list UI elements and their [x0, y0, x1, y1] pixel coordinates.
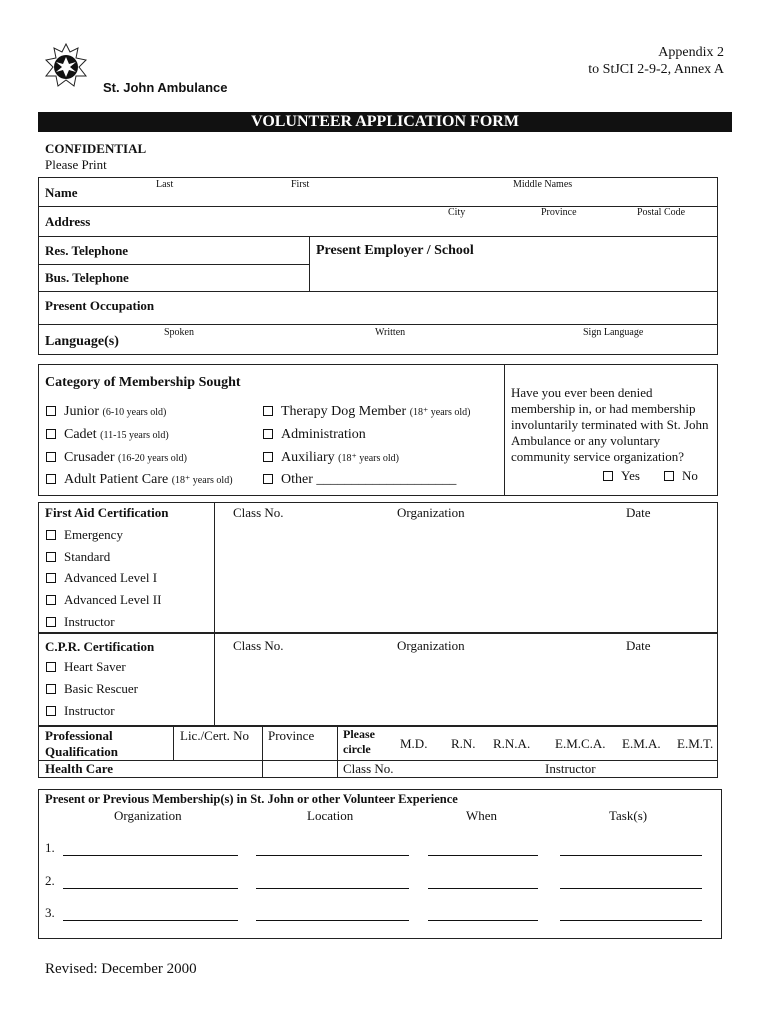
row-1-tasks[interactable] — [560, 855, 702, 856]
row-number: 2. — [45, 873, 55, 888]
row-2-location[interactable] — [256, 888, 409, 889]
qual-ema[interactable]: E.M.A. — [622, 736, 661, 751]
health-care-class-label: Class No. — [343, 761, 394, 776]
cpr-basic-rescuer[interactable]: Basic Rescuer — [46, 681, 138, 697]
cpr-heading: C.P.R. Certification — [45, 639, 155, 654]
checkbox-icon — [46, 406, 56, 416]
denied-yes-option[interactable]: Yes — [603, 468, 640, 484]
row-number: 3. — [45, 905, 55, 920]
checkbox-icon — [46, 706, 56, 716]
appendix-line-1: Appendix 2 — [658, 45, 724, 60]
province-label: Province — [541, 207, 577, 218]
first-aid-heading: First Aid Certification — [45, 505, 169, 520]
first-aid-standard[interactable]: Standard — [46, 549, 110, 565]
first-aid-emergency[interactable]: Emergency — [46, 527, 123, 543]
experience-heading: Present or Previous Membership(s) in St. John or other Volunteer Experience — [45, 792, 458, 806]
col-tasks: Task(s) — [609, 808, 648, 823]
first-aid-advanced-2[interactable]: Advanced Level II — [46, 592, 161, 608]
first-aid-section — [38, 502, 718, 633]
option-therapy-dog[interactable]: Therapy Dog Member (18⁺ years old) — [263, 404, 471, 420]
health-care-instructor-label: Instructor — [545, 761, 596, 776]
checkbox-icon — [46, 662, 56, 672]
professional-heading-2: Qualification — [45, 744, 118, 759]
option-auxiliary[interactable]: Auxiliary (18⁺ years old) — [263, 450, 399, 466]
logo — [44, 42, 88, 94]
row-3-organization[interactable] — [63, 920, 238, 921]
first-aid-instructor[interactable]: Instructor — [46, 614, 115, 630]
checkbox-icon — [263, 474, 273, 484]
org-name: St. John Ambulance — [103, 80, 228, 95]
lic-cert-label: Lic./Cert. No — [180, 728, 249, 743]
confidential-label: CONFIDENTIAL — [45, 141, 147, 156]
title-bar — [38, 112, 732, 132]
st-john-cross-logo-icon — [44, 42, 88, 94]
written-label: Written — [375, 327, 406, 338]
address-label: Address — [45, 214, 91, 229]
row-3-tasks[interactable] — [560, 920, 702, 921]
occupation-label: Present Occupation — [45, 298, 155, 313]
city-label: City — [448, 207, 466, 218]
checkbox-icon — [46, 429, 56, 439]
checkbox-icon — [263, 429, 273, 439]
occupation-input[interactable] — [175, 298, 710, 314]
checkbox-icon — [46, 474, 56, 484]
first-name-label: First — [291, 179, 310, 190]
row-2-when[interactable] — [428, 888, 538, 889]
postal-code-label: Postal Code — [637, 207, 686, 218]
cpr-instructor[interactable]: Instructor — [46, 703, 115, 719]
qual-md[interactable]: M.D. — [400, 736, 428, 751]
checkbox-icon — [664, 471, 674, 481]
please-circle-2: circle — [343, 742, 371, 756]
professional-heading-1: Professional — [45, 728, 113, 743]
name-label: Name — [45, 185, 78, 200]
row-number: 1. — [45, 840, 55, 855]
row-1-when[interactable] — [428, 855, 538, 856]
province-label: Province — [268, 728, 315, 743]
res-telephone-input[interactable] — [150, 243, 300, 259]
checkbox-icon — [603, 471, 613, 481]
res-telephone-label: Res. Telephone — [45, 243, 129, 258]
please-circle-1: Please — [343, 727, 375, 741]
sign-language-label: Sign Language — [583, 327, 644, 338]
first-aid-class-label: Class No. — [233, 505, 284, 520]
row-2-organization[interactable] — [63, 888, 238, 889]
first-aid-date-label: Date — [626, 505, 651, 520]
option-cadet[interactable]: Cadet (11-15 years old) — [46, 427, 169, 443]
checkbox-icon — [46, 595, 56, 605]
qual-rna[interactable]: R.N.A. — [493, 736, 531, 751]
qual-emca[interactable]: E.M.C.A. — [555, 736, 606, 751]
row-1-location[interactable] — [256, 855, 409, 856]
col-location: Location — [307, 808, 354, 823]
row-3-location[interactable] — [256, 920, 409, 921]
membership-heading: Category of Membership Sought — [45, 375, 241, 390]
option-junior[interactable]: Junior (6-10 years old) — [46, 404, 166, 420]
name-input[interactable] — [100, 190, 710, 204]
form-title: VOLUNTEER APPLICATION FORM — [251, 113, 519, 130]
checkbox-icon — [46, 617, 56, 627]
option-administration[interactable]: Administration — [263, 427, 366, 443]
option-other[interactable]: Other ____________________ — [263, 472, 456, 488]
checkbox-icon — [46, 573, 56, 583]
cpr-date-label: Date — [626, 638, 651, 653]
checkbox-icon — [46, 552, 56, 562]
bus-telephone-input[interactable] — [150, 270, 300, 286]
please-print-label: Please Print — [45, 157, 107, 172]
checkbox-icon — [46, 452, 56, 462]
row-3-when[interactable] — [428, 920, 538, 921]
languages-label: Language(s) — [45, 334, 119, 349]
spoken-label: Spoken — [164, 327, 194, 338]
col-organization: Organization — [114, 808, 182, 823]
middle-names-label: Middle Names — [513, 179, 573, 190]
option-crusader[interactable]: Crusader (16-20 years old) — [46, 450, 187, 466]
checkbox-icon — [263, 406, 273, 416]
col-when: When — [466, 808, 498, 823]
address-input[interactable] — [110, 218, 710, 232]
health-care-label: Health Care — [45, 761, 113, 776]
cpr-class-label: Class No. — [233, 638, 284, 653]
first-aid-advanced-1[interactable]: Advanced Level I — [46, 570, 157, 586]
checkbox-icon — [46, 684, 56, 694]
cpr-heart-saver[interactable]: Heart Saver — [46, 659, 126, 675]
qual-emt[interactable]: E.M.T. — [677, 736, 714, 751]
bus-telephone-label: Bus. Telephone — [45, 270, 129, 285]
appendix-line-2: to StJCI 2-9-2, Annex A — [588, 62, 724, 77]
employer-input[interactable] — [316, 262, 711, 286]
revised-date: Revised: December 2000 — [45, 961, 197, 977]
employer-label: Present Employer / School — [316, 243, 474, 258]
denied-question: Have you ever been denied membership in, or had membership involuntarily terminated with St. John Ambulance or any voluntary community service organization? — [511, 385, 709, 464]
first-aid-org-label: Organization — [397, 505, 465, 520]
checkbox-icon — [263, 452, 273, 462]
row-1-organization[interactable] — [63, 855, 238, 856]
row-2-tasks[interactable] — [560, 888, 702, 889]
qual-rn[interactable]: R.N. — [451, 736, 476, 751]
denied-no-option[interactable]: No — [664, 468, 698, 484]
languages-input[interactable] — [140, 338, 710, 352]
checkbox-icon — [46, 530, 56, 540]
cpr-org-label: Organization — [397, 638, 465, 653]
option-adult-patient-care[interactable]: Adult Patient Care (18⁺ years old) — [46, 472, 233, 488]
last-name-label: Last — [156, 179, 174, 190]
